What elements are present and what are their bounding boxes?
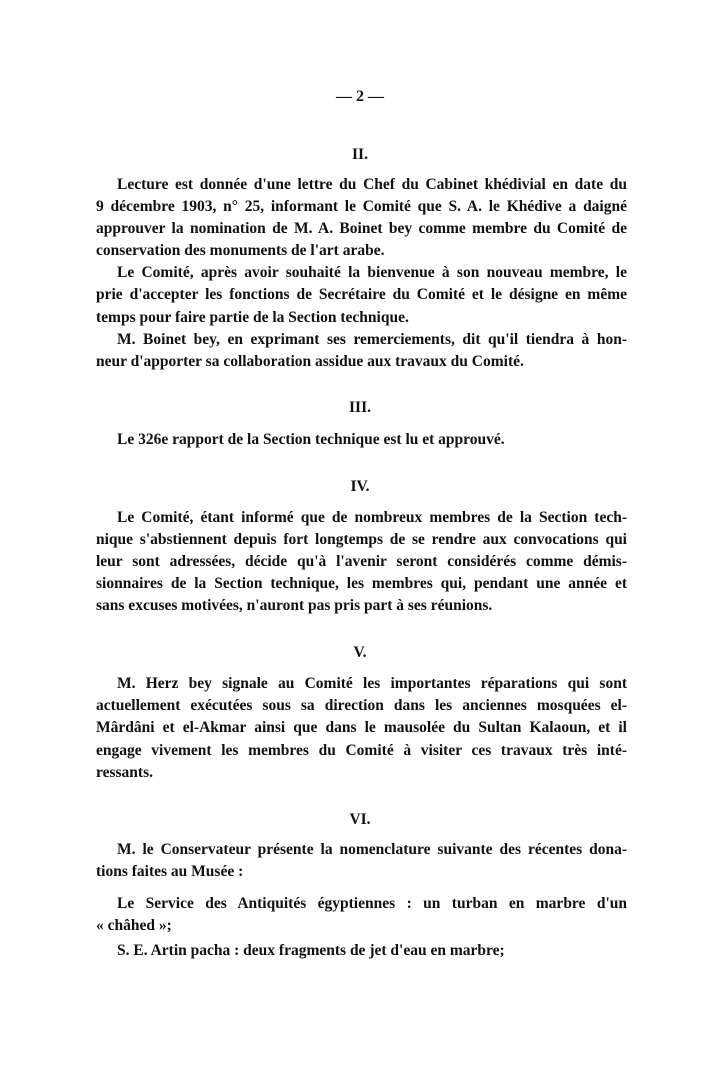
paragraph-line: Le Service des Antiquités égyptiennes : un turban en marbre d'un [117,895,627,912]
paragraph-line: leur sont adressées, décide qu'à l'avenir seront considérés comme démis- [96,553,627,570]
paragraph-line: Mârdâni et el-Akmar ainsi que dans le mausolée du Sultan Kalaoun, et il [96,719,627,736]
paragraph-line: Le Comité, étant informé que de nombreux membres de la Section tech- [117,509,627,526]
section-heading-iii: III. [349,399,371,416]
paragraph-line: engage vivement les membres du Comité à visiter ces travaux très inté- [96,742,627,759]
paragraph-line: ressants. [96,764,153,781]
paragraph-line: conservation des monuments de l'art arabe. [96,242,385,259]
paragraph-line: prie d'accepter les fonctions de Secrétaire du Comité et le désigne en même [96,286,627,303]
paragraph-line: approuver la nomination de M. A. Boinet bey comme membre du Comité de [96,220,627,237]
paragraph-line: actuellement exécutées sous sa direction dans les anciennes mosquées el- [96,697,627,714]
paragraph-line: sans excuses motivées, n'auront pas pris part à ses réunions. [96,597,493,614]
paragraph-line: « châhed »; [96,917,172,934]
paragraph-line: neur d'apporter sa collaboration assidue aux travaux du Comité. [96,353,524,370]
paragraph-line: sionnaires de la Section technique, les membres qui, pendant une année et [96,575,627,592]
section-heading-v: V. [353,644,367,661]
paragraph-line: Lecture est donnée d'une lettre du Chef du Cabinet khédivial en date du [117,176,627,193]
paragraph-line: temps pour faire partie de la Section technique. [96,309,409,326]
paragraph-line: 9 décembre 1903, n° 25, informant le Comité que S. A. le Khédive a daigné [96,198,627,215]
paragraph-line: Le 326e rapport de la Section technique est lu et approuvé. [117,431,505,448]
paragraph-line: M. Herz bey signale au Comité les importantes réparations qui sont [117,675,627,692]
paragraph-line: M. Boinet bey, en exprimant ses remerciements, dit qu'il tiendra à hon- [117,331,627,348]
page-number: — 2 — [336,88,384,105]
paragraph-line: M. le Conservateur présente la nomenclature suivante des récentes dona- [117,841,627,858]
section-heading-iv: IV. [350,478,370,495]
paragraph-line: Le Comité, après avoir souhaité la bienvenue à son nouveau membre, le [117,264,627,281]
paragraph-line: S. E. Artin pacha : deux fragments de jet d'eau en marbre; [117,942,505,959]
paragraph-line: nique s'abstiennent depuis fort longtemps de se rendre aux convocations qui [96,531,627,548]
section-heading-vi: VI. [349,811,371,828]
paragraph-line: tions faites au Musée : [96,863,244,880]
section-heading-ii: II. [352,146,368,163]
